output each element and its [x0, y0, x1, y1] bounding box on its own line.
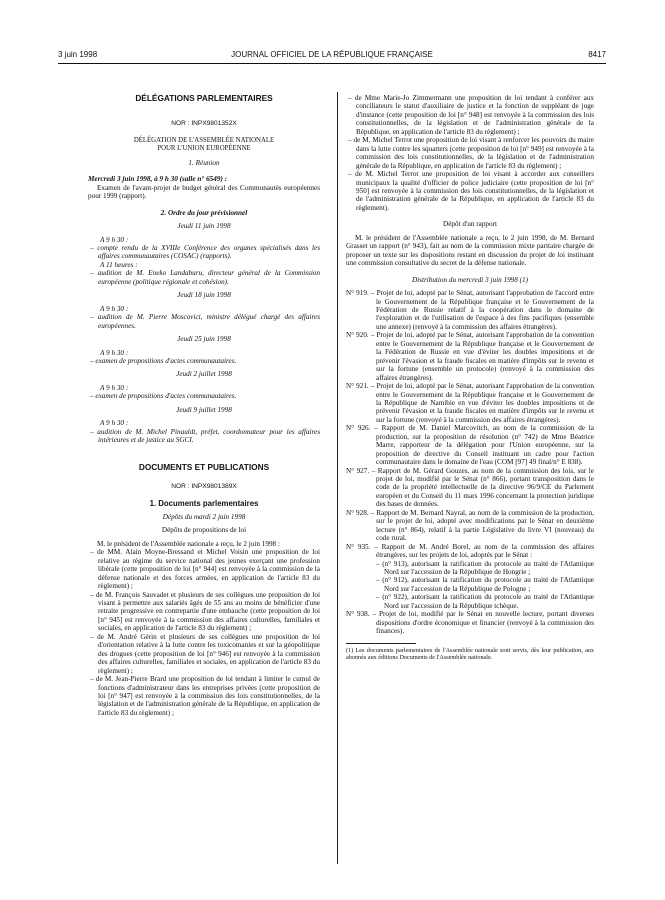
agenda-time: A 11 heures :: [100, 260, 138, 269]
proposition-item: – de Mme Marie-Jo Zimmermann une proposition de loi tendant à conférer aux conciliateurs le statut d'auxiliaire de justice et la fonction de suppléant de juge d'instance (cette proposition de loi [n° 948] est renvoyée à la commission des lois constitutionnelles, de la législation et de l'administration générale de la République, en application de l'article 83 du règlement) ;: [348, 94, 594, 136]
agenda-time: A 9 h 30 :: [100, 419, 129, 428]
agenda-item: – audition de M. Eneko Landaburu, directeur général de la Commission européenne (politique régionale et cohésion).: [90, 269, 320, 286]
agenda-time: A 9 h 30 :: [100, 235, 129, 244]
footnote-rule: [346, 643, 416, 644]
agenda-time: A 9 h 30 :: [100, 383, 129, 392]
delegation-name-line2: POUR L'UNION EUROPÉENNE: [157, 145, 251, 153]
distribution-item: N° 938. – Projet de loi, modifié par le Sénat en nouvelle lecture, portant diverses dispositions d'ordre économique et financier (renvoyé à la commission des finances).: [346, 610, 594, 636]
distribution-item: N° 928. – Rapport de M. Bernard Nayral, au nom de la commission de la production, sur le projet de loi, adopté avec modifications par le Sénat en deuxième lecture (n° 864), relatif à la partie Législative du livre VI (nouveau) du code rural.: [346, 508, 594, 543]
rapport-heading: Dépôt d'un rapport: [443, 220, 497, 229]
distribution-item: N° 919. – Projet de loi, adopté par le Sénat, autorisant l'approbation de l'accord entre le Gouvernement de la République française et le Gouvernement de la Fédération de Russie relatif à la coopération dans le domaine de l'exploration et de l'utilisation de l'espace à des fins pacifiques (ensemble une annexe) (renvoyé à la commission des affaires étrangères).: [346, 289, 594, 331]
agenda-date: Jeudi 9 juillet 1998: [176, 405, 232, 414]
agenda-time: A 9 h 30 :: [100, 304, 129, 313]
distribution-heading: Distribution du mercredi 3 juin 1998 (1): [411, 275, 529, 284]
proposition-item: – de MM. Alain Moyne-Bressand et Michel Voisin une proposition de loi relative au régime du service national des jeunes exerçant une profession libérale (cette proposition de loi [n° 944] est renvoyée à la commission de la défense nationale et des forces armées, en application de l'article 83 du règlement) ;: [90, 548, 320, 591]
left-column: [88, 94, 320, 717]
header-date: 3 juin 1998: [58, 50, 98, 59]
section-title-delegations: DÉLÉGATIONS PARLEMENTAIRES: [135, 93, 273, 103]
meeting-agenda: Examen de l'avant-projet de budget général des Communautés européennes pour 1999 (rapport).: [88, 183, 320, 201]
page-header: [58, 50, 606, 64]
documents-heading: 1. Documents parlementaires: [149, 498, 259, 508]
distribution-item: N° 927. – Rapport de M. Gérard Gouzes, au nom de la commission des lois, sur le projet de loi, modifié par le Sénat (n° 866), portant transposition dans le code de la propriété intellectuelle de la directive 96/9/CE du Parlement européen et du Conseil du 11 mars 1996 concernant la protection juridique des bases de données.: [346, 466, 594, 509]
agenda-item: – compte rendu de la XVIIIe Conférence des organes spécialisés dans les affaires communautaires (COSAC) (rapports).: [90, 243, 320, 261]
distribution-item: N° 921. – Projet de loi, adopté par le Sénat, autorisant l'approbation de la convention entre le Gouvernement de la République française et le Gouvernement de la République de Namibie en vue d'éviter les doubles impositions et de prévenir l'évasion et la fraude fiscales en matière d'impôts sur le revenu et sur la fortune (renvoyé à la commission des affaires étrangères).: [346, 382, 594, 424]
proposition-item: – de M. Jean-Pierre Brard une proposition de loi tendant à limiter le cumul de fonctions d'administrateur dans les entreprises privées (cette proposition de loi [n° 947] est renvoyée à la commission des lois constitutionnelles, de la législation et de l'administration générale de la République, en application de l'article 83 du règlement) ;: [90, 675, 320, 717]
agenda-item: – audition de M. Michel Pinauldt, préfet, coordonnateur pour les affaires intérieures et de justice au SGCI.: [90, 427, 320, 445]
agenda-date: Jeudi 11 juin 1998: [177, 222, 231, 231]
distribution-item: N° 935. – Rapport de M. André Borel, au nom de la commission des affaires étrangères, sur les projets de loi, adoptés par le Sénat :: [346, 542, 594, 560]
distribution-subitem: – (n° 922), autorisant la ratification du protocole au traité de l'Atlantique Nord sur l'accession de la République tchèque.: [376, 593, 594, 610]
agenda-date: Jeudi 25 juin 1998: [177, 335, 231, 344]
proposition-item: – de M. Michel Terrot une proposition de loi visant à renforcer les pouvoirs du maire dans la lutte contre les squatters (cette proposition de loi [n° 949] est renvoyée à la commission des lois constitutionnelles, de la législation et de l'administration générale de la République, en application de l'article 83 du règlement) ;: [348, 136, 594, 170]
page-number: 8417: [588, 50, 606, 59]
agenda-date: Jeudi 2 juillet 1998: [176, 370, 232, 379]
agenda-item: – examen de propositions d'actes communautaires.: [90, 356, 237, 365]
depots-heading: Dépôts de propositions de loi: [161, 526, 247, 535]
depots-intro: M. le président de l'Assemblée nationale a reçu, le 2 juin 1998 :: [97, 539, 280, 548]
distribution-item: N° 926. – Rapport de M. Daniel Marcovitch, au nom de la commission de la production, sur la proposition de résolution (n° 742) de Mme Béatrice Marre, rapporteur de la délégation pour l'Union européenne, sur la proposition de directive du Conseil instituant un cadre pour l'action communautaire dans le domaine de l'eau (COM [97] 49 final/n° E 838).: [346, 424, 594, 467]
agenda-item: – examen de propositions d'actes communautaires.: [90, 392, 237, 401]
ordre-du-jour-heading: 2. Ordre du jour prévisionnel: [160, 208, 248, 217]
agenda-time: A 9 h 30 :: [100, 348, 129, 357]
section-title-documents: DOCUMENTS ET PUBLICATIONS: [138, 461, 270, 472]
delegation-name-line1: DÉLÉGATION DE L'ASSEMBLÉE NATIONALE: [133, 136, 275, 144]
proposition-item: – de M. François Sauvadet et plusieurs de ses collègues une proposition de loi visant à permettre aux salariés âgés de 55 ans au moins de bénéficier d'une retraite progressive en contrepartie d'une embauche (cette proposition de loi [n° 945] est renvoyée à la commission des affaires culturelles, familiales et sociales, en application de l'article 83 du règlement) ;: [90, 590, 320, 633]
meeting-date: Mercredi 3 juin 1998, à 9 h 30 (salle n° 6549) :: [88, 175, 228, 184]
footnote: (1) Les documents parlementaires de l'Assemblée nationale sont servis, dès leur publication, aux abonnés aux éditions Documents de l'Assemblée nationale.: [346, 646, 594, 661]
rapport-text: M. le président de l'Assemblée nationale a reçu, le 2 juin 1998, de M. Bernard Grasset un rapport (n° 943), fait au nom de la commission mixte paritaire chargée de proposer un texte sur les dispositions restant en discussion du projet de loi instituant une commission consultative du secret de la défense nationale.: [346, 233, 594, 268]
right-column: [346, 94, 594, 661]
header-rule: [58, 63, 606, 64]
agenda-item: – audition de M. Pierre Moscovici, ministre délégué chargé des affaires européennes.: [90, 313, 320, 330]
distribution-item: N° 920. – Projet de loi, adopté par le Sénat, autorisant l'approbation de la convention entre le Gouvernement de la République française et le Gouvernement de la Fédération de Russie en vue d'éviter les doubles impositions et de prévenir l'évasion et la fraude fiscales en matière d'impôts sur le revenu et sur la fortune (ensemble un protocole) (renvoyé à la commission des affaires étrangères).: [346, 331, 594, 382]
distribution-subitem: – (n° 913), autorisant la ratification du protocole au traité de l'Atlantique Nord sur l'accession de la République de Hongrie ;: [376, 559, 594, 577]
proposition-item: – de M. Michel Terrot une proposition de loi visant à accorder aux conseillers municipaux la qualité d'officier de police judiciaire (cette proposition de loi [n° 950] est renvoyée à la commission des lois constitutionnelles, de la législation et de l'administration générale de la République, en application de l'article 83 du règlement).: [348, 170, 594, 212]
depots-date: Dépôts du mardi 2 juin 1998: [162, 512, 246, 521]
distribution-subitem: – (n° 912), autorisant la ratification du protocole au traité de l'Atlantique Nord sur l'accession de la République de Pologne ;: [376, 576, 594, 593]
nor-reference: NOR : INPX9801389X: [171, 483, 237, 491]
agenda-date: Jeudi 18 juin 1998: [177, 291, 231, 300]
column-separator: [337, 92, 338, 864]
proposition-item: – de M. André Gérin et plusieurs de ses collègues une proposition de loi d'orientation relative à la lutte contre les toxicomanies et sur la géopolitique des drogues (cette proposition de loi [n° 946] est renvoyée à la commission des affaires culturelles, familiales et sociales, en application de l'article 83 du règlement) ;: [90, 632, 320, 675]
nor-reference: NOR : INPX9801352X: [171, 120, 237, 128]
reunion-heading: 1. Réunion: [188, 158, 220, 167]
journal-title: JOURNAL OFFICIEL DE LA RÉPUBLIQUE FRANÇAISE: [231, 50, 433, 59]
